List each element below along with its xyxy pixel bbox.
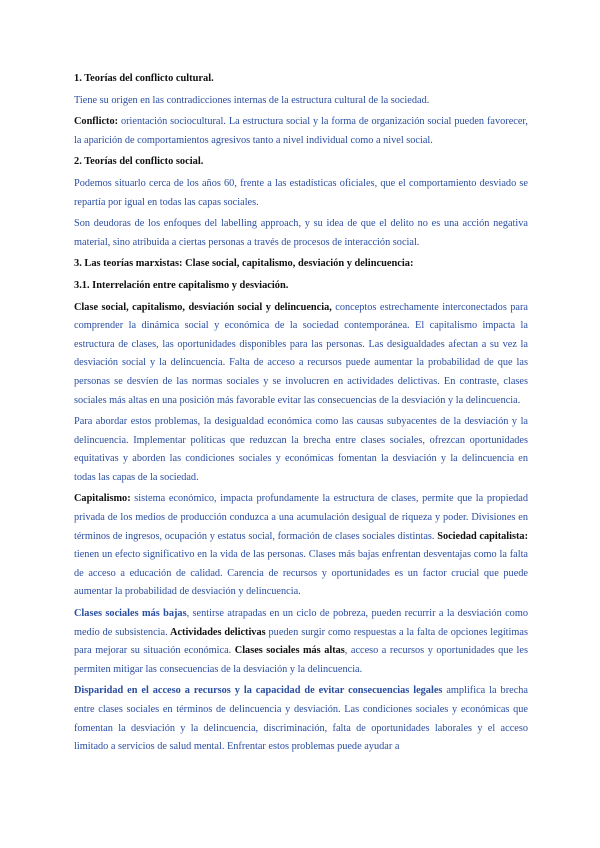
paragraph-conflicto bbox=[74, 113, 528, 150]
term-disparidad: Disparidad en el acceso a recursos y la capacidad de evitar consecuencias legales bbox=[74, 685, 443, 697]
term-conflicto: Conflicto: bbox=[74, 116, 119, 128]
paragraph-anos-60: Podemos situarlo cerca de los años 60, frente a las estadísticas oficiales, que el comportamiento desviado se repartía por igual en todas las capas sociales. bbox=[74, 177, 528, 208]
text-actividades-delictivas: pueden surgir como respuestas a la falta de opciones legítimas para mejorar su situación económica. bbox=[74, 626, 528, 657]
paragraph-clase-social bbox=[74, 299, 528, 411]
text-clase-social: conceptos estrechamente interconectados para comprender la dinámica social y económica de la sociedad contemporánea. El capitalismo impacta la estructura de clases, las oportunidades disponibles para las personas. Las desigualdades afectan a su vez la desviación social y la delincuencia. Falta de acceso a recursos puede aumentar la probabilidad de que las personas se desvíen de las normas sociales y se involucren en actividades delictivas. En contraste, clases sociales más altas en una posición más favorable evitar las consecuencias de la desviación y la delincuencia. bbox=[74, 301, 528, 406]
paragraph-disparidad bbox=[74, 682, 528, 756]
term-actividades-delictivas: Actividades delictivas bbox=[167, 626, 266, 638]
heading-conflicto-cultural: 1. Teorías del conflicto cultural. bbox=[74, 73, 214, 84]
heading-teorias-marxistas: 3. Las teorías marxistas: Clase social, capitalismo, desviación y delincuencia: bbox=[74, 258, 414, 270]
term-capitalismo: Capitalismo: bbox=[74, 493, 131, 505]
heading-interrelacion: 3.1. Interrelación entre capitalismo y desviación. bbox=[74, 279, 289, 291]
paragraph-origen: Tiene su origen en las contradicciones internas de la estructura cultural de la sociedad. bbox=[74, 94, 430, 106]
text-clases-bajas: , sentirse atrapadas en un ciclo de pobreza, pueden recurrir a la desviación como medio de subsistencia. bbox=[74, 608, 528, 638]
paragraph-labelling: Son deudoras de los enfoques del labelling approach, y su idea de que el delito no es una acción negativa material, sino atribuida a ciertas personas a través de procesos de interacción social. bbox=[74, 218, 528, 248]
term-clase-social: Clase social, capitalismo, desviación social y delincuencia, bbox=[74, 301, 332, 313]
text-disparidad: amplifica la brecha entre clases sociales en términos de delincuencia y desviación. Las condiciones sociales y económicas que fomentan la desviación y la delincuencia, discriminación, falta de oportunidades laborales y el acceso limitado a servicios de salud mental. Enfrentar estos problemas puede ayudar a bbox=[74, 685, 528, 753]
term-clases-bajas: Clases sociales más bajas bbox=[74, 608, 187, 620]
term-clases-altas: Clases sociales más altas bbox=[231, 645, 345, 657]
text-conflicto: orientación sociocultural. La estructura social y la forma de organización social pueden favorecer, la aparición de comportamientos agresivos tanto a nivel individual como a nivel social. bbox=[74, 116, 528, 146]
paragraph-abordar: Para abordar estos problemas, la desigualdad económica como las causas subyacentes de la desviación y la delincuencia. Implementar políticas que reduzcan la brecha entre clases sociales, ofrezcan oportunidades equitativas y aborden las condiciones sociales y económicas fomentan la desviación y la delincuencia en todas las capas de la sociedad. bbox=[74, 416, 528, 483]
text-sociedad-capitalista: tienen un efecto significativo en la vida de las personas. Clases más bajas enfrentan desventajas como la falta de acceso a educación de calidad. Carencia de recursos y oportunidades es un factor crucial que puede aumentar la probabilidad de desviación y delincuencia. bbox=[74, 549, 528, 598]
heading-conflicto-social: 2. Teorías del conflicto social. bbox=[74, 156, 204, 168]
text-capitalismo: sistema económico, impacta profundamente la estructura de clases, permite que la propiedad privada de los medios de producción conduzca a una acumulación desigual de riqueza y poder. Divisiones en términos de ingresos, ocupación y estatus social, formación de clases sociales distintas. bbox=[74, 493, 528, 542]
paragraph-clases-bajas bbox=[74, 605, 528, 679]
paragraph-capitalismo bbox=[74, 490, 528, 602]
term-sociedad-capitalista: Sociedad capitalista: bbox=[434, 530, 529, 542]
text-clases-altas: , acceso a recursos y oportunidades que les permiten mitigar las consecuencias de la desviación y la delincuencia. bbox=[74, 645, 528, 675]
